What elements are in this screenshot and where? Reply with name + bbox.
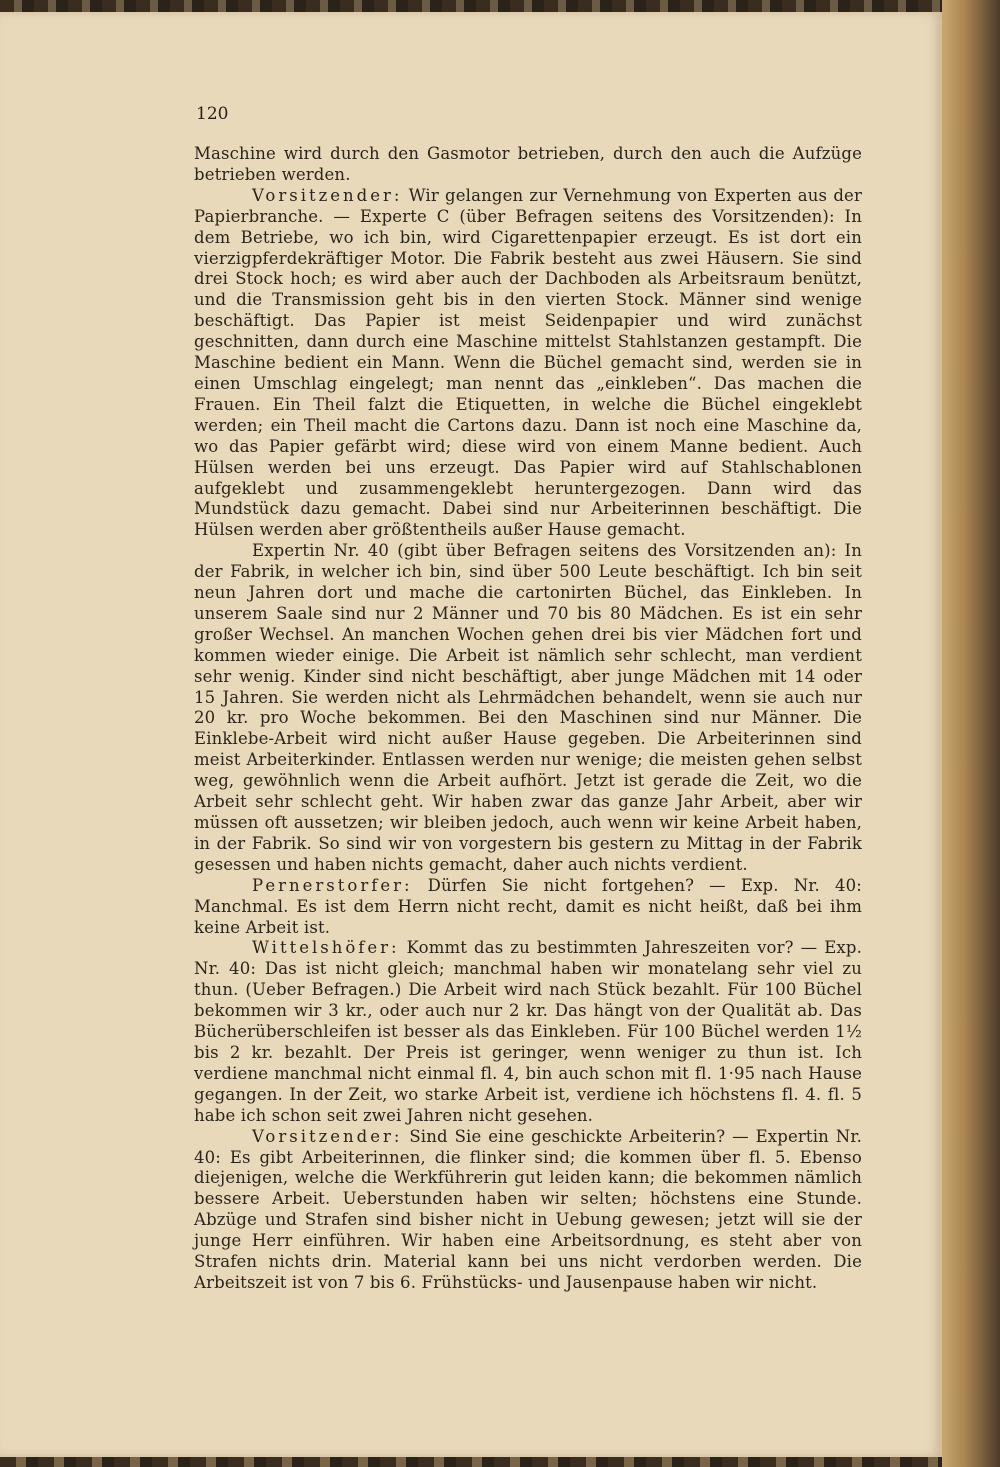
scan-edge-right bbox=[942, 0, 1000, 1467]
page-number: 120 bbox=[196, 104, 229, 124]
body-text bbox=[194, 144, 862, 1294]
scan-edge-top bbox=[0, 0, 942, 12]
speaker-name: Wittelshöfer: bbox=[252, 938, 400, 958]
speaker-name: Pernerstorfer: bbox=[252, 875, 413, 895]
paragraph-text: Wir gelangen zur Vernehmung von Experten aus der Papierbranche. — Experte C (über Befragen seitens des Vorsitzenden): In dem Betriebe, wo ich bin, wird Cigarettenpapier erzeugt. Es ist dort ein vierzigpferdekräftiger Motor. Die Fabrik besteht aus zwei Häusern. Sie sind drei Stock hoch; es wird aber auch der Dachboden als Arbeitsraum benützt, und die Transmission geht bis in den vierten Stock. Männer sind wenige beschäftigt. Das Papier ist meist Seidenpapier und wird zunächst geschnitten, dann durch eine Maschine mittelst Stahlstanzen gestampft. Die Maschine bedient ein Mann. Wenn die Büchel gemacht sind, werden sie in einen Umschlag eingelegt; man nennt das „einkleben“. Das machen die Frauen. Ein Theil falzt die Etiquetten, in welche die Büchel eingeklebt werden; ein Theil macht die Cartons dazu. Dann ist noch eine Maschine da, wo das Papier gefärbt wird; diese wird von einem Manne bedient. Auch Hülsen werden bei uns erzeugt. Das Papier wird auf Stahlschablonen aufgeklebt und zusammengeklebt heruntergezogen. Dann wird das Mundstück dazu gemacht. Dabei sind nur Arbeiterinnen beschäftigt. Die Hülsen werden aber größtentheils außer Hause gemacht. bbox=[194, 185, 862, 540]
paragraph-text: Expertin Nr. 40 (gibt über Befragen seitens des Vorsitzenden an): In der Fabrik, in welcher ich bin, sind über 500 Leute beschäftigt. Ich bin seit neun Jahren dort und mache die cartonirten Büchel, das Einkleben. In unserem Saale sind nur 2 Männer und 70 bis 80 Mädchen. Es ist ein sehr großer Wechsel. An manchen Wochen gehen drei bis vier Mädchen fort und kommen wieder einige. Die Arbeit ist nämlich sehr schlecht, man verdient sehr wenig. Kinder sind nicht beschäftigt, aber junge Mädchen mit 14 oder 15 Jahren. Sie werden nicht als Lehrmädchen behandelt, wenn sie auch nur 20 kr. pro Woche bekommen. Bei den Maschinen sind nur Männer. Die Einklebe-Arbeit wird nicht außer Hause gegeben. Die Arbeiterinnen sind meist Arbeiterkinder. Entlassen werden nur wenige; die meisten gehen selbst weg, gewöhnlich wenn die Arbeit aufhört. Jetzt ist gerade die Zeit, wo die Arbeit sehr schlecht geht. Wir haben zwar das ganze Jahr Arbeit, aber wir müssen oft aussetzen; wir bleiben jedoch, auch wenn wir keine Arbeit haben, in der Fabrik. So sind wir von vorgestern bis gestern zu Mittag in der Fabrik gesessen und haben nichts gemacht, daher auch nichts verdient. bbox=[194, 541, 862, 874]
paragraph bbox=[194, 144, 862, 186]
speaker-name: Vorsitzender: bbox=[252, 1126, 403, 1146]
paragraph-text: Sind Sie eine geschickte Arbeiterin? — Expertin Nr. 40: Es gibt Arbeiterinnen, die flinker sind; die kommen über fl. 5. Ebenso diejenigen, welche die Werkführerin gut leiden kann; die bekommen nämlich bessere Arbeit. Ueberstunden haben wir selten; höchstens eine Stunde. Abzüge und Strafen sind bisher nicht in Uebung gewesen; jetzt will sie der junge Herr einführen. Wir haben eine Arbeitsordnung, es steht aber von Strafen nichts drin. Material kann bei uns nicht verdorben werden. Die Arbeitszeit ist von 7 bis 6. Frühstücks- und Jausenpause haben wir nicht. bbox=[194, 1126, 862, 1292]
paragraph-text: Kommt das zu bestimmten Jahreszeiten vor? — Exp. Nr. 40: Das ist nicht gleich; manchmal haben wir monatelang sehr viel zu thun. (Ueber Befragen.) Die Arbeit wird nach Stück bezahlt. Für 100 Büchel bekommen wir 3 kr., oder auch nur 2 kr. Das hängt von der Qualität ab. Das Bücherüberschleifen ist besser als das Einkleben. Für 100 Büchel werden 1½ bis 2 kr. bezahlt. Der Preis ist geringer, wenn weniger zu thun ist. Ich verdiene manchmal nicht einmal fl. 4, bin auch schon mit fl. 1·95 nach Hause gegangen. In der Zeit, wo starke Arbeit ist, verdiene ich höchstens fl. 4. fl. 5 habe ich schon seit zwei Jahren nicht gesehen. bbox=[194, 938, 862, 1125]
paragraph bbox=[194, 541, 862, 876]
paragraph-text: Maschine wird durch den Gasmotor betrieben, durch den auch die Aufzüge betrieben werden. bbox=[194, 144, 862, 184]
paragraph bbox=[194, 1127, 862, 1294]
speaker-name: Vorsitzender: bbox=[252, 185, 403, 205]
paragraph bbox=[194, 186, 862, 541]
scan-edge-bottom bbox=[0, 1457, 942, 1467]
paragraph bbox=[194, 938, 862, 1126]
paragraph-text: Dürfen Sie nicht fortgehen? — Exp. Nr. 40: Manchmal. Es ist dem Herrn nicht recht, damit es nicht heißt, daß bei ihm keine Arbeit ist. bbox=[194, 875, 862, 937]
paragraph bbox=[194, 876, 862, 939]
